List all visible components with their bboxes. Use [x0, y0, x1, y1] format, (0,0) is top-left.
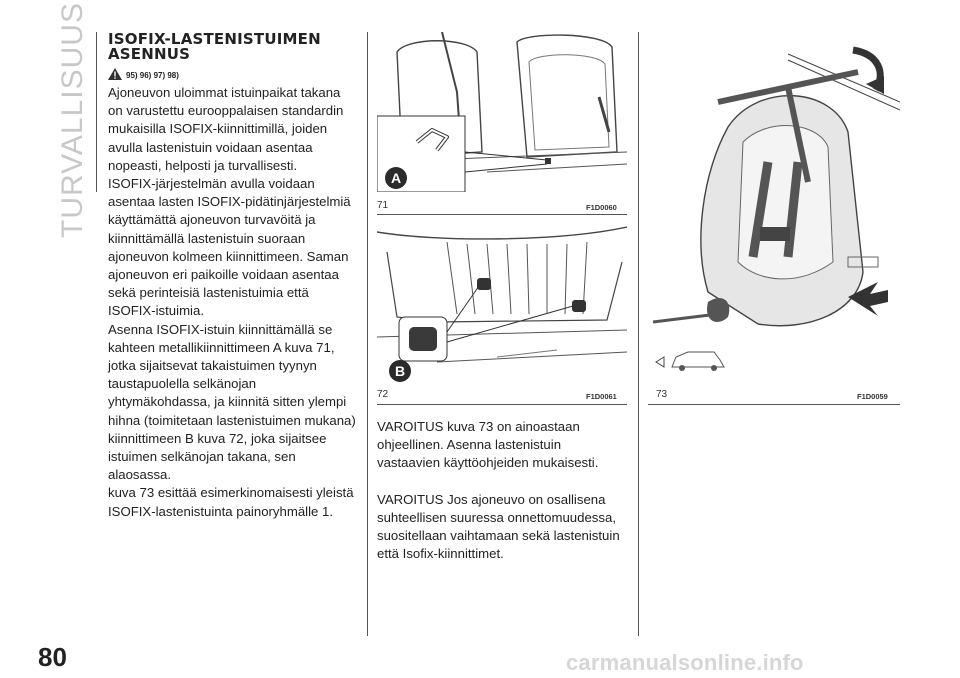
figure-71-label: A: [390, 170, 402, 186]
section-title: [108, 32, 356, 62]
figure-73-number: 73: [656, 389, 668, 400]
section-title-line-2: ASENNUS: [108, 45, 191, 63]
left-margin-rule: [96, 32, 97, 192]
figure-72-tether-anchor: [377, 222, 627, 382]
side-tab-label: TURVALLISUUS: [56, 2, 89, 238]
watermark: carmanualsonline.info: [566, 650, 804, 675]
figure-71-label-badge: [385, 167, 407, 189]
figure-71-number: 71: [377, 200, 389, 211]
warning-paragraph: VAROITUS Jos ajoneuvo on osallisena suhteellisen suuressa onnettomuudessa, suositellaan vaihtamaan sekä lastenistuin että Isofix-kiinnittimet.: [377, 491, 620, 562]
warning-references: [108, 68, 356, 80]
warning-triangle-icon: [108, 68, 122, 80]
section-side-tab: [56, 2, 89, 238]
figure-71-code: F1D0060: [586, 203, 617, 212]
figure-72-illustration: [377, 222, 627, 382]
figure-71-isofix-anchor: [377, 32, 627, 192]
paragraph: Ajoneuvon uloimmat istuinpaikat takana on varustettu eurooppalaisen standardin mukaisilla ISOFIX-kiinnittimillä, joiden avulla lastenistuin voidaan asentaa nopeasti, helposti ja turvallisesti.: [108, 85, 344, 173]
paragraph: ISOFIX-järjestelmän avulla voidaan asentaa lasten ISOFIX-pidätinjärjestelmiä käyttämättä ajoneuvon turvavöitä ja kiinnittämällä lastenistuin suoraan ajoneuvon kolmeen kiinnittimeen. Saman ajoneuvon eri paikoille voidaan asentaa sekä perinteisiä lastenistuimia että ISOFIX-istuimia.: [108, 176, 351, 319]
warnings-text: [377, 418, 627, 581]
figure-72-label: B: [394, 363, 406, 379]
figure-73-rule: [648, 404, 900, 405]
figure-73-child-seat: [648, 32, 900, 384]
figure-72-code: F1D0061: [586, 392, 617, 401]
figure-73-illustration: [648, 32, 900, 384]
figure-71-illustration: [377, 32, 627, 192]
column-divider-2: [638, 32, 639, 636]
figure-72-rule: [377, 404, 627, 405]
warning-refs-text: 95) 96) 97) 98): [126, 71, 179, 80]
figure-73-code: F1D0059: [857, 392, 888, 401]
paragraph: Asenna ISOFIX-istuin kiinnittämällä se kahteen metallikiinnittimeen A kuva 71, jotka sijaitsevat takaistuimen tyynyn taustapuolella selkänojan yhtymäkohdassa, ja kiinnitä sitten ylempi hihna (toimitetaan lastenistuimen mukana) kiinnittimeen B kuva 72, joka sijaitsee istuimen selkänojan takana, sen alaosassa.: [108, 321, 356, 483]
main-text-column: [108, 32, 356, 521]
body-text: [108, 84, 356, 521]
section-title-line-1: ISOFIX-LASTENISTUIMEN: [108, 30, 321, 48]
column-divider-1: [367, 32, 368, 636]
page-number: 80: [38, 642, 67, 672]
warning-paragraph: VAROITUS kuva 73 on ainoastaan ohjeellinen. Asenna lastenistuin vastaavien käyttöohjeiden mukaisesti.: [377, 419, 599, 471]
figure-72-number: 72: [377, 389, 389, 400]
figure-71-rule: [377, 214, 627, 215]
paragraph: kuva 73 esittää esimerkinomaisesti yleistä ISOFIX-lastenistuinta painoryhmälle 1.: [108, 485, 354, 519]
figure-72-label-badge: [389, 360, 411, 382]
